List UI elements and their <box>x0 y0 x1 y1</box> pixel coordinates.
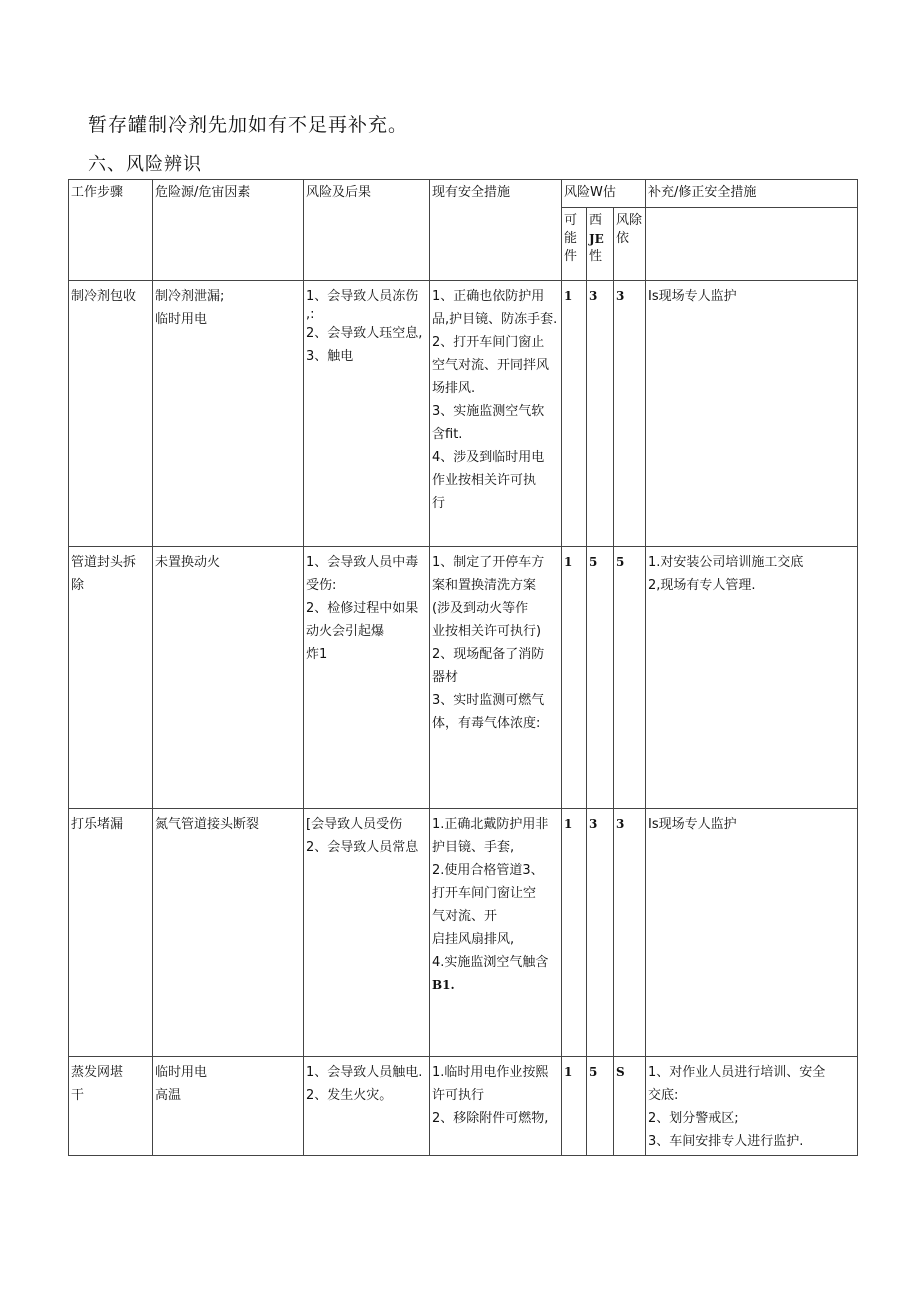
measures-line: 空气对流、开同拌风 <box>432 358 550 373</box>
measures-line: 案和置换清洗方案 <box>432 578 537 593</box>
cell-likelihood: 1 <box>562 281 587 547</box>
header-likelihood-line: 可 <box>564 213 578 228</box>
cell-hazard <box>153 809 304 1057</box>
supplement-line: 交底: <box>648 1088 679 1103</box>
cell-likelihood: 1 <box>562 809 587 1057</box>
header-severity <box>587 208 614 281</box>
cell-risk-level: S <box>614 1057 646 1156</box>
header-measures: 现有安全措施 <box>430 180 562 281</box>
cell-hazard <box>153 547 304 809</box>
section-title: 六、风险辨识 <box>88 154 202 175</box>
cell-severity: 3 <box>587 281 614 547</box>
measures-line: B1. <box>432 978 455 992</box>
step-line: 制冷剂包收 <box>71 289 137 304</box>
step-line: 管道封头拆 <box>71 555 137 570</box>
measures-line: 1、制定了开停车方 <box>432 555 545 570</box>
measures-line: 护目镜、手套, <box>432 840 515 855</box>
cell-measures <box>430 281 562 547</box>
measures-line: 体，有毒气体浓度: <box>432 716 541 731</box>
measures-line: 2.使用合格管道3、 <box>432 863 544 878</box>
supplement-line: 1、对作业人员进行培训、安全 <box>648 1065 826 1080</box>
cell-measures <box>430 809 562 1057</box>
measures-line: (涉及到动火等作 <box>432 601 529 616</box>
header-likelihood <box>562 208 587 281</box>
header-risk-level-line: 风除 <box>616 213 643 228</box>
measures-line: 1、正确也依防护用 <box>432 289 545 304</box>
header-step: 工作步骤 <box>69 180 153 281</box>
header-risk-level <box>614 208 646 281</box>
cell-severity: 5 <box>587 1057 614 1156</box>
header-likelihood-line: 件 <box>564 249 578 264</box>
cell-hazard <box>153 281 304 547</box>
cell-risk <box>304 809 430 1057</box>
measures-line: 品,护目镜、防冻手套. <box>432 312 558 327</box>
header-hazard: 危险源/危宙因素 <box>153 180 304 281</box>
risk-line: ,: <box>306 307 315 322</box>
risk-line: 2、会导致人珏空息, <box>306 326 423 341</box>
cell-supplement <box>646 1057 858 1156</box>
cell-risk <box>304 281 430 547</box>
measures-line: 4、涉及到临时用电 <box>432 450 545 465</box>
header-supplement-blank <box>646 208 858 281</box>
cell-step <box>69 547 153 809</box>
supplement-line: 2,现场有专人管理. <box>648 578 756 593</box>
risk-table <box>68 179 858 1156</box>
cell-likelihood: 1 <box>562 1057 587 1156</box>
supplement-line: 1.对安装公司培训施工交底 <box>648 555 804 570</box>
supplement-line: 2、划分警戒区; <box>648 1111 739 1126</box>
step-line: 除 <box>71 578 85 593</box>
header-supplement: 补充/修正安全措施 <box>646 180 858 208</box>
cell-likelihood: 1 <box>562 547 587 809</box>
hazard-line: 临时用电 <box>155 1065 208 1080</box>
hazard-line: 氮气管道接头断裂 <box>155 817 260 832</box>
cell-supplement <box>646 809 858 1057</box>
cell-risk-level: 5 <box>614 547 646 809</box>
measures-line: 1.临时用电作业按熙 <box>432 1065 549 1080</box>
table-row <box>69 809 858 1057</box>
supplement-line: Is现场专人监护 <box>648 289 737 304</box>
header-severity-line: JE <box>589 232 604 246</box>
cell-measures <box>430 1057 562 1156</box>
header-severity-line: 西 <box>589 213 603 228</box>
intro-text: 暂存罐制冷剂先加如有不足再补充。 <box>88 114 409 136</box>
step-line: 干 <box>71 1088 85 1103</box>
risk-line: 受伤: <box>306 578 337 593</box>
step-line: 蒸发网堪 <box>71 1065 124 1080</box>
hazard-line: 未置换动火 <box>155 555 221 570</box>
hazard-line: 临时用电 <box>155 312 208 327</box>
measures-line: 打开车间门窗让空 <box>432 886 537 901</box>
hazard-line: 高温 <box>155 1088 182 1103</box>
header-assessment: 风险W估 <box>562 180 646 208</box>
risk-line: 2、会导致人员常息 <box>306 840 419 855</box>
risk-line: 2、发生火灾。 <box>306 1088 393 1103</box>
header-likelihood-line: 能 <box>564 231 578 246</box>
risk-line: 动火会引起爆 <box>306 624 385 639</box>
measures-line: 含fit. <box>432 427 463 442</box>
header-risk: 风险及后果 <box>304 180 430 281</box>
cell-step <box>69 809 153 1057</box>
supplement-line: Is现场专人监护 <box>648 817 737 832</box>
risk-line: 3、触电 <box>306 349 354 364</box>
step-line: 打乐堵漏 <box>71 817 124 832</box>
measures-line: 启挂风扇排风, <box>432 932 515 947</box>
cell-step <box>69 281 153 547</box>
risk-line: 炸1 <box>306 647 328 662</box>
risk-line: 2、检修过程中如果 <box>306 601 419 616</box>
measures-line: 作业按相关许可执 <box>432 473 537 488</box>
measures-line: 业按相关许可执行) <box>432 624 542 639</box>
risk-line: [会导致人员受伤 <box>306 817 403 832</box>
measures-line: 3、实施监测空气软 <box>432 404 545 419</box>
measures-line: 2、打开车间门窗止 <box>432 335 545 350</box>
hazard-line: 制冷剂泄漏; <box>155 289 225 304</box>
measures-line: 场排风. <box>432 381 476 396</box>
cell-risk-level: 3 <box>614 809 646 1057</box>
cell-step <box>69 1057 153 1156</box>
supplement-line: 3、车间安排专人进行监护. <box>648 1134 804 1149</box>
risk-line: 1、会导致人员触电. <box>306 1065 423 1080</box>
measures-line: 1.正确北戴防护用非 <box>432 817 549 832</box>
risk-line: 1、会导致人员冻伤 <box>306 289 419 304</box>
measures-line: 2、现场配备了消防 <box>432 647 545 662</box>
table-row <box>69 281 858 547</box>
measures-line: 行 <box>432 496 446 511</box>
header-risk-level-line: 依 <box>616 231 630 246</box>
cell-risk-level: 3 <box>614 281 646 547</box>
cell-measures <box>430 547 562 809</box>
cell-risk <box>304 1057 430 1156</box>
measures-line: 4.实施监浏空气触含 <box>432 955 549 970</box>
measures-line: 器材 <box>432 670 459 685</box>
cell-supplement <box>646 281 858 547</box>
cell-severity: 5 <box>587 547 614 809</box>
cell-risk <box>304 547 430 809</box>
measures-line: 2、移除附件可燃物, <box>432 1111 549 1126</box>
cell-severity: 3 <box>587 809 614 1057</box>
cell-supplement <box>646 547 858 809</box>
header-severity-line: 性 <box>589 249 603 264</box>
table-row <box>69 1057 858 1156</box>
measures-line: 气对流、开 <box>432 909 498 924</box>
measures-line: 许可执行 <box>432 1088 485 1103</box>
cell-hazard <box>153 1057 304 1156</box>
risk-line: 1、会导致人员中毒 <box>306 555 419 570</box>
measures-line: 3、实时监测可燃气 <box>432 693 545 708</box>
table-row <box>69 547 858 809</box>
